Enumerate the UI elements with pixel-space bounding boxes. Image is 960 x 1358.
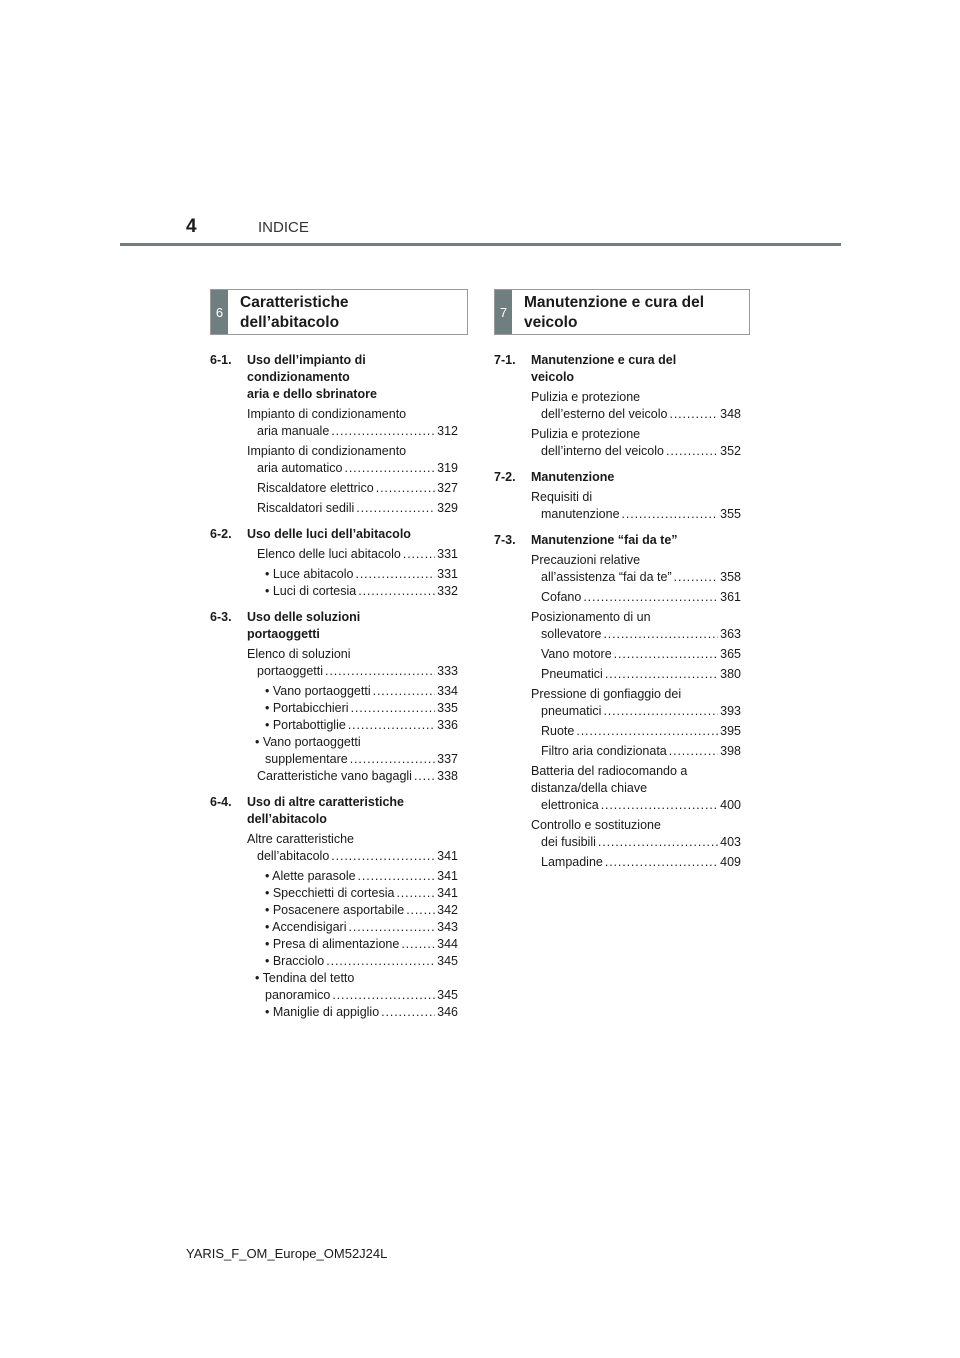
toc-entry-leader-row bbox=[247, 460, 458, 477]
toc-entry[interactable] bbox=[494, 552, 741, 586]
toc-group-title-line: veicolo bbox=[531, 370, 575, 384]
toc-entry-label: Elenco delle luci abitacolo bbox=[257, 547, 401, 561]
dot-leader bbox=[331, 423, 435, 440]
toc-entry-line: Posizionamento di un bbox=[531, 610, 651, 624]
toc-entry-leader-row bbox=[531, 626, 741, 643]
toc-page-number: 409 bbox=[720, 855, 741, 869]
dot-leader bbox=[376, 480, 435, 497]
toc-group-number: 7-1. bbox=[494, 353, 516, 367]
toc-entry-leader-row bbox=[531, 834, 741, 851]
toc-subentry[interactable] bbox=[210, 734, 458, 768]
toc-page-number: 331 bbox=[437, 567, 458, 581]
toc-entry-leader-row bbox=[531, 723, 741, 740]
toc-subentry[interactable] bbox=[210, 566, 458, 583]
dot-leader bbox=[326, 953, 435, 970]
dot-leader bbox=[666, 443, 718, 460]
toc-entry[interactable] bbox=[494, 854, 741, 871]
toc-entry-leader-row bbox=[531, 589, 741, 606]
toc-page-number: 337 bbox=[437, 752, 458, 766]
toc-group bbox=[210, 526, 458, 600]
toc-entry[interactable] bbox=[494, 426, 741, 460]
dot-leader bbox=[401, 936, 435, 953]
toc-group-title-line: Uso delle soluzioni bbox=[247, 610, 361, 624]
toc-group-title-line: dell’abitacolo bbox=[247, 812, 327, 826]
toc-page-number: 380 bbox=[720, 667, 741, 681]
toc-entry-line: • Tendina del tetto bbox=[255, 971, 355, 985]
toc-entry-label: aria automatico bbox=[257, 461, 343, 475]
dot-leader bbox=[348, 717, 435, 734]
toc-subentry[interactable] bbox=[210, 970, 458, 1004]
toc-entry-leader-row bbox=[255, 566, 458, 583]
toc-page-number: 312 bbox=[437, 424, 458, 438]
toc-group-title-line: aria e dello sbrinatore bbox=[247, 387, 377, 401]
toc-entry-line: Altre caratteristiche bbox=[247, 832, 354, 846]
toc-entry[interactable] bbox=[494, 489, 741, 523]
toc-entry-leader-row bbox=[255, 936, 458, 953]
toc-entry[interactable] bbox=[494, 763, 741, 814]
toc-page-number: 342 bbox=[437, 903, 458, 917]
toc-page-number: 338 bbox=[437, 769, 458, 783]
toc-subentry[interactable] bbox=[210, 700, 458, 717]
dot-leader bbox=[355, 566, 435, 583]
toc-entry-label: • Luce abitacolo bbox=[265, 567, 354, 581]
toc-entry[interactable] bbox=[494, 589, 741, 606]
header-divider bbox=[120, 243, 841, 246]
toc-entry-leader-row bbox=[255, 751, 458, 768]
toc-page-number: 361 bbox=[720, 590, 741, 604]
toc-entry-leader-row bbox=[531, 569, 741, 586]
toc-entry-label: • Portabottiglie bbox=[265, 718, 346, 732]
toc-subentry[interactable] bbox=[210, 936, 458, 953]
dot-leader bbox=[605, 854, 718, 871]
toc-entry-label: Riscaldatore elettrico bbox=[257, 481, 374, 495]
document-code: YARIS_F_OM_Europe_OM52J24L bbox=[186, 1246, 388, 1261]
toc-entry-label: • Vano portaoggetti bbox=[265, 684, 371, 698]
toc-page-number: 365 bbox=[720, 647, 741, 661]
toc-page-number: 363 bbox=[720, 627, 741, 641]
toc-column-section-6 bbox=[210, 352, 458, 1030]
toc-group-heading[interactable] bbox=[210, 609, 458, 643]
toc-group-title-line: Uso di altre caratteristiche bbox=[247, 795, 405, 809]
section-number-tab: 6 bbox=[211, 290, 228, 334]
toc-group-heading[interactable] bbox=[210, 794, 458, 828]
toc-page-number: 332 bbox=[437, 584, 458, 598]
dot-leader bbox=[614, 646, 718, 663]
toc-entry-leader-row bbox=[247, 663, 458, 680]
toc-group-title-line: Manutenzione bbox=[531, 470, 615, 484]
toc-entry-leader-row bbox=[247, 500, 458, 517]
toc-entry-leader-row bbox=[255, 583, 458, 600]
toc-group-number: 6-1. bbox=[210, 353, 232, 367]
toc-subentry[interactable] bbox=[210, 885, 458, 902]
toc-entry-line: distanza/della chiave bbox=[531, 781, 648, 795]
toc-subentry[interactable] bbox=[210, 683, 458, 700]
toc-page-number: 336 bbox=[437, 718, 458, 732]
toc-entry-label: • Accendisigari bbox=[265, 920, 347, 934]
toc-group bbox=[210, 794, 458, 1021]
toc-page-number: 400 bbox=[720, 798, 741, 812]
toc-entry-label: Lampadine bbox=[541, 855, 603, 869]
toc-entry[interactable] bbox=[494, 743, 741, 760]
toc-page-number: 345 bbox=[437, 988, 458, 1002]
toc-entry-leader-row bbox=[247, 848, 458, 865]
toc-entry-label: supplementare bbox=[265, 752, 348, 766]
dot-leader bbox=[414, 768, 435, 785]
toc-entry-line: Elenco di soluzioni bbox=[247, 647, 351, 661]
toc-entry-leader-row bbox=[531, 703, 741, 720]
toc-entry-leader-row bbox=[531, 646, 741, 663]
toc-group-title-line: Manutenzione “fai da te” bbox=[531, 533, 678, 547]
toc-entry-label: • Luci di cortesia bbox=[265, 584, 357, 598]
toc-group bbox=[494, 352, 741, 460]
toc-entry-label: • Presa di alimentazione bbox=[265, 937, 400, 951]
toc-entry-label: all’assistenza “fai da te” bbox=[541, 570, 672, 584]
dot-leader bbox=[622, 506, 719, 523]
toc-subentry[interactable] bbox=[210, 717, 458, 734]
toc-subentry[interactable] bbox=[210, 868, 458, 885]
toc-page-number: 341 bbox=[437, 886, 458, 900]
dot-leader bbox=[358, 868, 436, 885]
toc-entry-leader-row bbox=[531, 743, 741, 760]
toc-group-number: 7-2. bbox=[494, 470, 516, 484]
toc-group-number: 6-4. bbox=[210, 795, 232, 809]
dot-leader bbox=[601, 797, 718, 814]
toc-entry[interactable] bbox=[210, 500, 458, 517]
toc-entry-leader-row bbox=[255, 683, 458, 700]
toc-group bbox=[494, 469, 741, 523]
toc-page-number: 395 bbox=[720, 724, 741, 738]
toc-page-number: 329 bbox=[437, 501, 458, 515]
toc-column-section-7 bbox=[494, 352, 741, 880]
toc-page-number: 334 bbox=[437, 684, 458, 698]
toc-entry[interactable] bbox=[210, 480, 458, 497]
toc-entry-leader-row bbox=[247, 480, 458, 497]
toc-entry[interactable] bbox=[210, 443, 458, 477]
toc-entry[interactable] bbox=[494, 723, 741, 740]
toc-group-number: 7-3. bbox=[494, 533, 516, 547]
toc-entry-label: dei fusibili bbox=[541, 835, 596, 849]
toc-entry-label: manutenzione bbox=[541, 507, 620, 521]
toc-entry-label: aria manuale bbox=[257, 424, 330, 438]
toc-page-number: 355 bbox=[720, 507, 741, 521]
toc-page-number: 331 bbox=[437, 547, 458, 561]
toc-entry-label: portaoggetti bbox=[257, 664, 324, 678]
toc-entry[interactable] bbox=[210, 646, 458, 680]
toc-entry-label: Vano motore bbox=[541, 647, 612, 661]
toc-page-number: 345 bbox=[437, 954, 458, 968]
toc-entry-leader-row bbox=[247, 768, 458, 785]
toc-entry-line: Impianto di condizionamento bbox=[247, 444, 407, 458]
toc-entry[interactable] bbox=[494, 609, 741, 643]
toc-group-heading[interactable] bbox=[494, 469, 741, 486]
toc-entry-line: Pressione di gonfiaggio dei bbox=[531, 687, 682, 701]
dot-leader bbox=[669, 743, 718, 760]
toc-entry-leader-row bbox=[531, 443, 741, 460]
toc-page-number: 341 bbox=[437, 849, 458, 863]
toc-entry-leader-row bbox=[247, 546, 458, 563]
dot-leader bbox=[381, 1004, 435, 1021]
dot-leader bbox=[351, 700, 436, 717]
toc-entry-line: Controllo e sostituzione bbox=[531, 818, 661, 832]
toc-entry-label: dell’esterno del veicolo bbox=[541, 407, 668, 421]
dot-leader bbox=[406, 902, 435, 919]
toc-group-title-line: portaoggetti bbox=[247, 627, 320, 641]
section-title: Caratteristiche dell’abitacolo bbox=[240, 294, 349, 331]
toc-entry-leader-row bbox=[255, 919, 458, 936]
dot-leader bbox=[605, 666, 718, 683]
toc-page-number: 398 bbox=[720, 744, 741, 758]
toc-entry-label: Caratteristiche vano bagagli bbox=[257, 769, 412, 783]
dot-leader bbox=[396, 885, 435, 902]
dot-leader bbox=[331, 848, 435, 865]
toc-entry-leader-row bbox=[531, 506, 741, 523]
toc-group-number: 6-2. bbox=[210, 527, 232, 541]
toc-entry-line: Pulizia e protezione bbox=[531, 390, 641, 404]
toc-entry-leader-row bbox=[255, 902, 458, 919]
dot-leader bbox=[576, 723, 718, 740]
toc-entry-leader-row bbox=[255, 953, 458, 970]
toc-entry-line: Batteria del radiocomando a bbox=[531, 764, 688, 778]
toc-entry-label: • Alette parasole bbox=[265, 869, 356, 883]
toc-entry-label: sollevatore bbox=[541, 627, 602, 641]
toc-entry[interactable] bbox=[494, 686, 741, 720]
toc-entry-line: Precauzioni relative bbox=[531, 553, 641, 567]
toc-subentry[interactable] bbox=[210, 953, 458, 970]
toc-group-heading[interactable] bbox=[494, 352, 741, 386]
toc-entry-leader-row bbox=[255, 987, 458, 1004]
toc-subentry[interactable] bbox=[210, 583, 458, 600]
toc-page-number: 319 bbox=[437, 461, 458, 475]
toc-group-title-line: condizionamento bbox=[247, 370, 350, 384]
toc-group-heading[interactable] bbox=[494, 532, 741, 549]
toc-group-title-line: Uso delle luci dell’abitacolo bbox=[247, 527, 411, 541]
toc-entry-leader-row bbox=[255, 868, 458, 885]
toc-entry-leader-row bbox=[255, 717, 458, 734]
toc-page-number: 327 bbox=[437, 481, 458, 495]
toc-page-number: 343 bbox=[437, 920, 458, 934]
page-title: INDICE bbox=[258, 219, 309, 236]
toc-group-heading[interactable] bbox=[210, 352, 458, 403]
toc-entry-leader-row bbox=[255, 885, 458, 902]
dot-leader bbox=[403, 546, 435, 563]
toc-page-number: 358 bbox=[720, 570, 741, 584]
toc-entry[interactable] bbox=[210, 546, 458, 563]
dot-leader bbox=[373, 683, 436, 700]
toc-entry-label: • Specchietti di cortesia bbox=[265, 886, 395, 900]
toc-entry-leader-row bbox=[531, 406, 741, 423]
dot-leader bbox=[356, 500, 435, 517]
toc-page-number: 344 bbox=[437, 937, 458, 951]
toc-entry-line: Impianto di condizionamento bbox=[247, 407, 407, 421]
dot-leader bbox=[598, 834, 718, 851]
toc-page-number: 335 bbox=[437, 701, 458, 715]
toc-entry[interactable] bbox=[494, 646, 741, 663]
toc-subentry[interactable] bbox=[210, 919, 458, 936]
toc-page-number: 333 bbox=[437, 664, 458, 678]
section-title: Manutenzione e cura del veicolo bbox=[524, 294, 705, 331]
toc-entry-label: • Portabicchieri bbox=[265, 701, 349, 715]
toc-entry-label: Riscaldatori sedili bbox=[257, 501, 355, 515]
toc-entry-label: • Maniglie di appiglio bbox=[265, 1005, 380, 1019]
dot-leader bbox=[358, 583, 435, 600]
toc-entry-label: Pneumatici bbox=[541, 667, 603, 681]
section-number-tab: 7 bbox=[495, 290, 512, 334]
toc-entry-label: pneumatici bbox=[541, 704, 602, 718]
toc-page-number: 352 bbox=[720, 444, 741, 458]
toc-group-title-line: Manutenzione e cura del bbox=[531, 353, 677, 367]
toc-entry[interactable] bbox=[210, 831, 458, 865]
toc-entry-label: Ruote bbox=[541, 724, 575, 738]
toc-entry-leader-row bbox=[531, 797, 741, 814]
page-number: 4 bbox=[186, 216, 197, 237]
toc-page-number: 403 bbox=[720, 835, 741, 849]
toc-entry-line: Requisiti di bbox=[531, 490, 593, 504]
dot-leader bbox=[603, 626, 718, 643]
dot-leader bbox=[350, 751, 435, 768]
toc-entry-label: panoramico bbox=[265, 988, 331, 1002]
toc-entry-line: Pulizia e protezione bbox=[531, 427, 641, 441]
toc-entry-label: dell’abitacolo bbox=[257, 849, 330, 863]
toc-group-title-line: Uso dell’impianto di bbox=[247, 353, 366, 367]
dot-leader bbox=[674, 569, 719, 586]
dot-leader bbox=[349, 919, 436, 936]
section-heading-7[interactable] bbox=[494, 289, 750, 335]
toc-entry[interactable] bbox=[494, 389, 741, 423]
toc-subentry[interactable] bbox=[210, 1004, 458, 1021]
toc-entry-label: elettronica bbox=[541, 798, 599, 812]
toc-entry-line: • Vano portaoggetti bbox=[255, 735, 361, 749]
toc-group-number: 6-3. bbox=[210, 610, 232, 624]
toc-entry-label: • Posacenere asportabile bbox=[265, 903, 405, 917]
toc-entry-label: Filtro aria condizionata bbox=[541, 744, 667, 758]
toc-entry[interactable] bbox=[210, 406, 458, 440]
section-heading-6[interactable] bbox=[210, 289, 468, 335]
toc-group bbox=[210, 352, 458, 517]
toc-entry[interactable] bbox=[494, 666, 741, 683]
dot-leader bbox=[344, 460, 435, 477]
dot-leader bbox=[332, 987, 435, 1004]
toc-entry-leader-row bbox=[531, 854, 741, 871]
toc-page-number: 393 bbox=[720, 704, 741, 718]
dot-leader bbox=[603, 703, 718, 720]
toc-entry[interactable] bbox=[494, 817, 741, 851]
toc-entry-leader-row bbox=[247, 423, 458, 440]
dot-leader bbox=[583, 589, 718, 606]
toc-entry[interactable] bbox=[210, 768, 458, 785]
toc-subentry[interactable] bbox=[210, 902, 458, 919]
toc-page-number: 348 bbox=[720, 407, 741, 421]
toc-group-heading[interactable] bbox=[210, 526, 458, 543]
toc-page-number: 346 bbox=[437, 1005, 458, 1019]
toc-group bbox=[494, 532, 741, 871]
dot-leader bbox=[325, 663, 435, 680]
toc-entry-leader-row bbox=[255, 700, 458, 717]
toc-page-number: 341 bbox=[437, 869, 458, 883]
dot-leader bbox=[669, 406, 718, 423]
toc-group bbox=[210, 609, 458, 785]
toc-entry-leader-row bbox=[255, 1004, 458, 1021]
toc-entry-label: Cofano bbox=[541, 590, 582, 604]
toc-entry-label: dell’interno del veicolo bbox=[541, 444, 664, 458]
toc-entry-label: • Bracciolo bbox=[265, 954, 325, 968]
toc-entry-leader-row bbox=[531, 666, 741, 683]
